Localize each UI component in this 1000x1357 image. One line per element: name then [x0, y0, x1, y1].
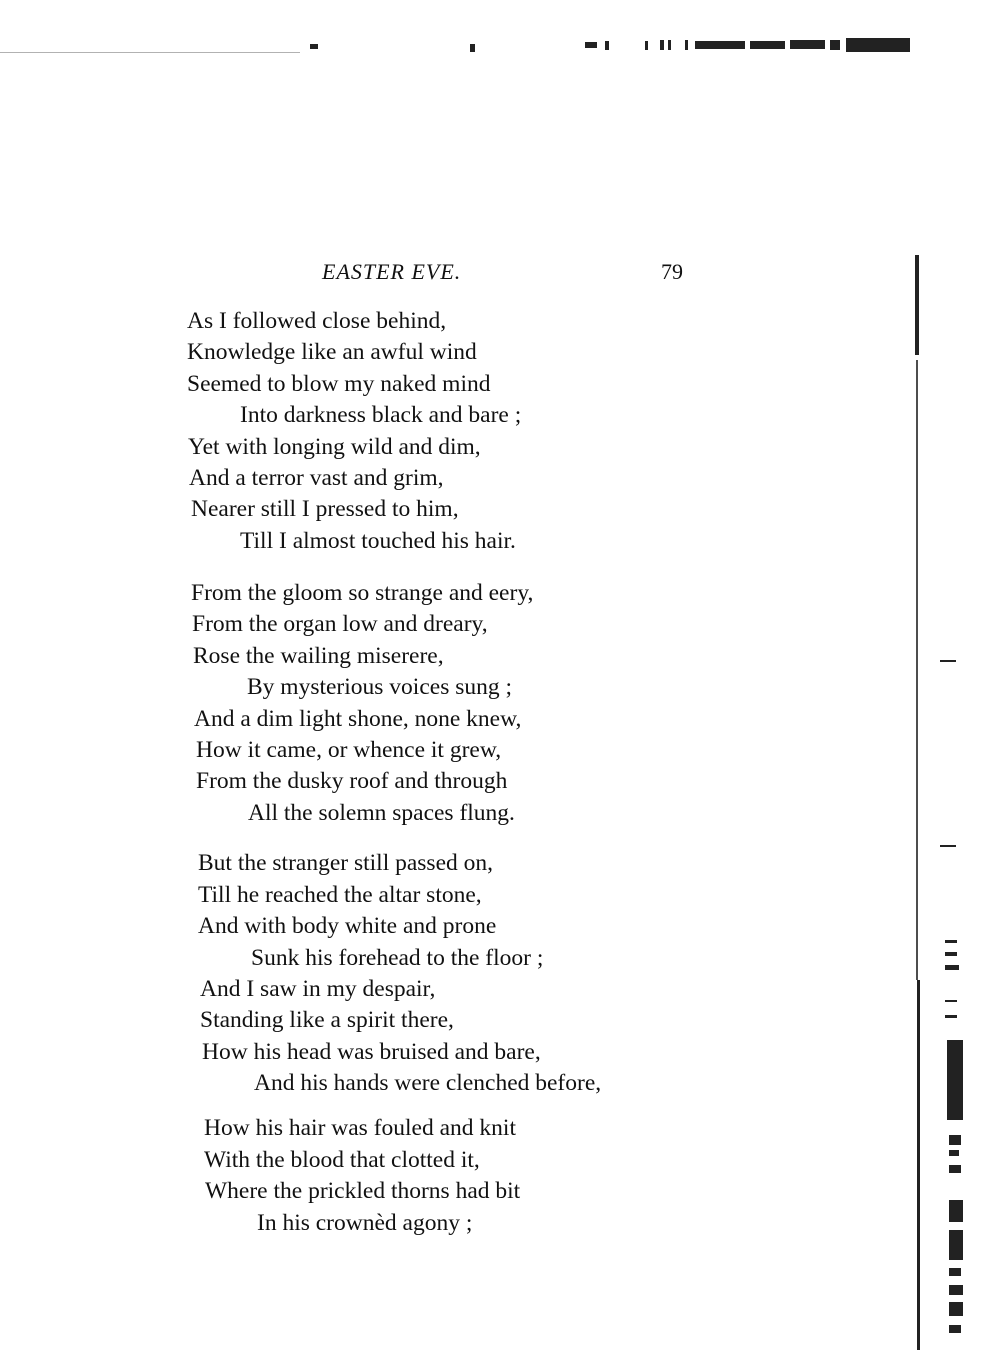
poem-line: Into darkness black and bare ; — [240, 402, 522, 428]
poem-line: As I followed close behind, — [187, 308, 447, 334]
poem-line: And I saw in my despair, — [200, 976, 436, 1002]
poem-line: And with body white and prone — [198, 913, 497, 939]
scan-top-edge-artifact — [0, 38, 910, 62]
poem-line: Yet with longing wild and dim, — [188, 434, 481, 460]
poem-line: With the blood that clotted it, — [204, 1147, 480, 1173]
poem-line: From the organ low and dreary, — [192, 611, 488, 637]
poem-line: Nearer still I pressed to him, — [191, 496, 459, 522]
poem-line: And a dim light shone, none knew, — [194, 706, 522, 732]
page-number: 79 — [661, 259, 683, 284]
running-title: EASTER EVE. — [322, 259, 462, 284]
poem-line: How his head was bruised and bare, — [202, 1039, 541, 1065]
poem-line: But the stranger still passed on, — [198, 850, 494, 876]
poem-line: In his crownèd agony ; — [257, 1210, 473, 1236]
scan-right-edge-artifact — [905, 40, 975, 1357]
poem-line: And his hands were clenched before, — [254, 1070, 602, 1096]
poem-line: By mysterious voices sung ; — [247, 674, 513, 700]
poem-line: Till I almost touched his hair. — [240, 528, 516, 554]
poem-line: Seemed to blow my naked mind — [187, 371, 491, 397]
poem-line: Where the prickled thorns had bit — [205, 1178, 521, 1204]
poem-line: How it came, or whence it grew, — [196, 737, 502, 763]
poem-line: Knowledge like an awful wind — [187, 339, 477, 365]
poem-line: All the solemn spaces flung. — [248, 800, 515, 826]
poem-line: Rose the wailing miserere, — [193, 643, 444, 669]
poem-line: Standing like a spirit there, — [200, 1007, 454, 1033]
poem-line: From the gloom so strange and eery, — [191, 580, 534, 606]
poem-line: Till he reached the altar stone, — [198, 882, 482, 908]
poem-line: How his hair was fouled and knit — [204, 1115, 516, 1141]
poem-line: From the dusky roof and through — [196, 768, 508, 794]
poem-line: And a terror vast and grim, — [189, 465, 444, 491]
poem-line: Sunk his forehead to the floor ; — [251, 945, 544, 971]
